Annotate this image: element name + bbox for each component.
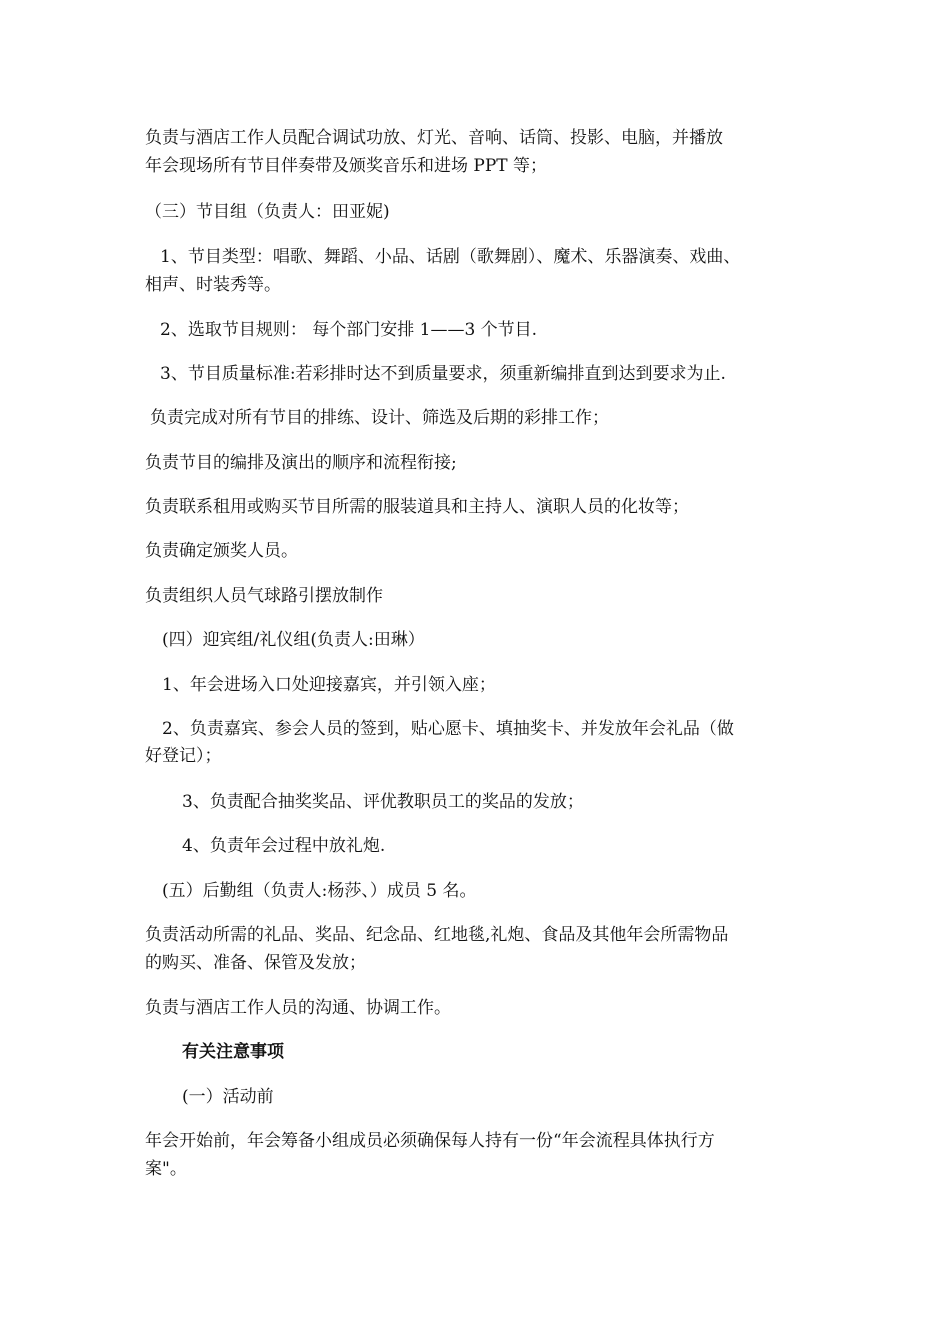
paragraph-line: 负责与酒店工作人员的沟通、协调工作。 — [145, 998, 451, 1018]
section-heading: （三）节目组（负责人：田亚妮) — [145, 202, 390, 222]
paragraph-line: 的购买、准备、保管及发放； — [145, 953, 366, 973]
paragraph-line: 负责节目的编排及演出的顺序和流程衔接; — [145, 453, 457, 473]
paragraph-line: 负责联系租用或购买节目所需的服装道具和主持人、演职人员的化妆等； — [145, 497, 689, 517]
paragraph-line: 好登记）； — [145, 746, 222, 766]
section-title: 有关注意事项 — [182, 1042, 284, 1062]
list-item: 1、年会进场入口处迎接嘉宾，并引领入座； — [162, 675, 496, 695]
list-item: 4、负责年会过程中放礼炮. — [182, 836, 386, 856]
paragraph-line: 负责与酒店工作人员配合调试功放、灯光、音响、话筒、投影、电脑，并播放 — [145, 128, 723, 148]
paragraph-line: 负责活动所需的礼品、奖品、纪念品、红地毯,礼炮、食品及其他年会所需物品 — [145, 925, 729, 945]
list-item: 2、选取节目规则： 每个部门安排 1——3 个节目. — [160, 320, 538, 340]
paragraph-line: 负责确定颁奖人员。 — [145, 541, 298, 561]
paragraph-line: 负责组织人员气球路引摆放制作 — [145, 586, 383, 606]
list-item: 1、节目类型：唱歌、舞蹈、小品、话剧（歌舞剧）、魔术、乐器演奏、戏曲、 — [160, 247, 741, 267]
paragraph-line: 案"。 — [145, 1159, 187, 1179]
list-item: 3、节目质量标准:若彩排时达不到质量要求，须重新编排直到达到要求为止. — [160, 364, 726, 384]
paragraph-line: 年会现场所有节目伴奏带及颁奖音乐和进场 PPT 等； — [145, 156, 548, 176]
paragraph-line: 年会开始前，年会筹备小组成员必须确保每人持有一份“年会流程具体执行方 — [145, 1131, 715, 1151]
paragraph-line: 相声、时装秀等。 — [145, 275, 281, 295]
paragraph-line: 负责完成对所有节目的排练、设计、筛选及后期的彩排工作； — [150, 408, 609, 428]
section-heading: (五）后勤组（负责人:杨莎、）成员 5 名。 — [162, 881, 477, 901]
list-item: 3、负责配合抽奖奖品、评优教职员工的奖品的发放； — [182, 792, 584, 812]
subsection-heading: (一）活动前 — [182, 1087, 274, 1107]
list-item: 2、负责嘉宾、参会人员的签到，贴心愿卡、填抽奖卡、并发放年会礼品（做 — [162, 719, 734, 739]
section-heading: (四）迎宾组/礼仪组(负责人:田琳） — [162, 630, 425, 650]
